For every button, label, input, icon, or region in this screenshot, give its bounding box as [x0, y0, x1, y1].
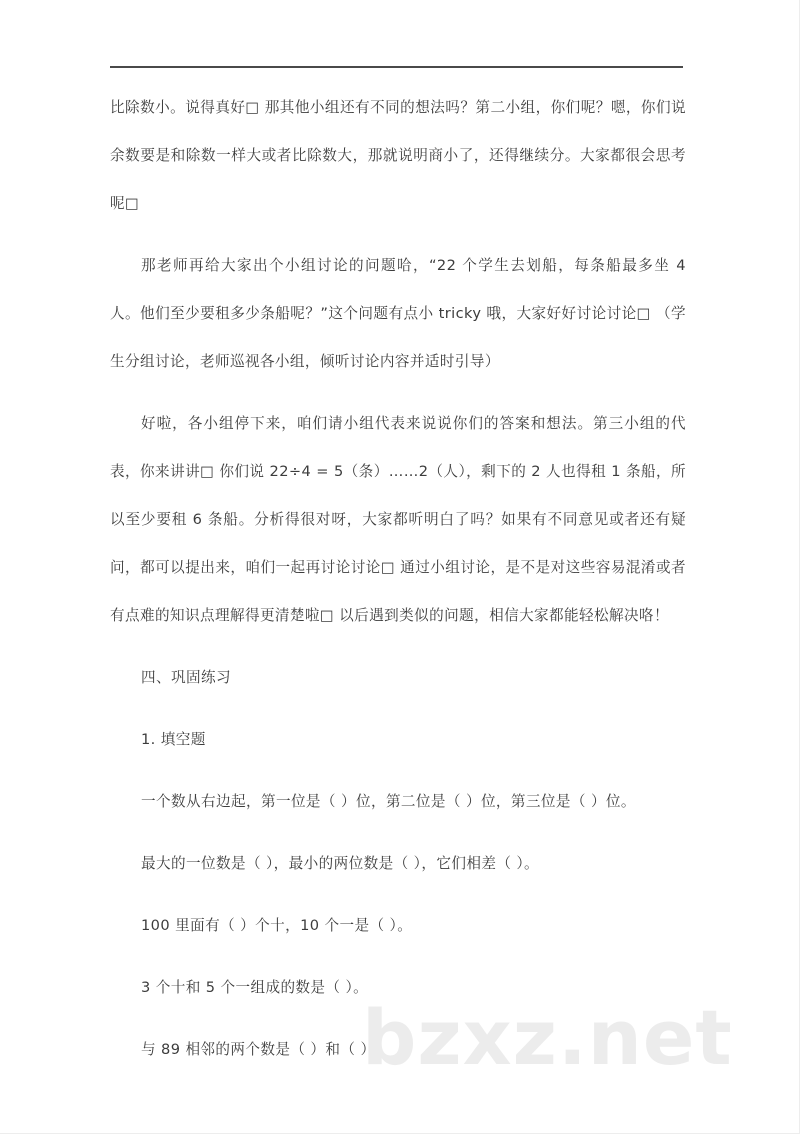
exercise-question-5: 与 89 相邻的两个数是（ ）和（ ）。 [141, 1041, 384, 1058]
section-heading: 四、巩固练习 [141, 669, 231, 686]
exercise-heading: 1. 填空题 [141, 731, 206, 748]
paragraph-2: 那老师再给大家出个小组讨论的问题哈，“22 个学生去划船，每条船最多坐 4 人。他们至少要租多少条船呢？”这个问题有点小 tricky 哦，大家好好讨论讨论□ （学生分组讨论，老师巡视各小组，倾听讨论内容并适时引导） [110, 257, 686, 370]
site-watermark: bzxz.net [362, 993, 733, 1082]
exercise-question-4: 3 个十和 5 个一组成的数是（ ）。 [141, 979, 369, 996]
document-body [110, 84, 686, 1088]
exercise-question-2: 最大的一位数是（ ），最小的两位数是（ ），它们相差（ ）。 [141, 855, 540, 872]
paragraph-3: 好啦，各小组停下来，咱们请小组代表来说说你们的答案和想法。第三小组的代表，你来讲讲□ 你们说 22÷4 = 5（条）……2（人），剩下的 2 人也得租 1 条船，所以至少要租 6 条船。分析得很对呀，大家都听明白了吗？如果有不同意见或者还有疑问，都可以提出来，咱们一起再讨论讨论□ 通过小组讨论，是不是对这些容易混淆或者有点难的知识点理解得更清楚啦□ 以后遇到类似的问题，相信大家都能轻松解决咯！ [110, 415, 686, 624]
header-rule [110, 66, 683, 68]
exercise-question-3: 100 里面有（ ）个十，10 个一是（ ）。 [141, 917, 413, 934]
exercise-question-1: 一个数从右边起，第一位是（ ）位，第二位是（ ）位，第三位是（ ）位。 [141, 793, 636, 810]
paragraph-1: 比除数小。说得真好□ 那其他小组还有不同的想法吗？第二小组，你们呢？嗯，你们说余数要是和除数一样大或者比除数大，那就说明商小了，还得继续分。大家都很会思考呢□ [110, 99, 686, 212]
